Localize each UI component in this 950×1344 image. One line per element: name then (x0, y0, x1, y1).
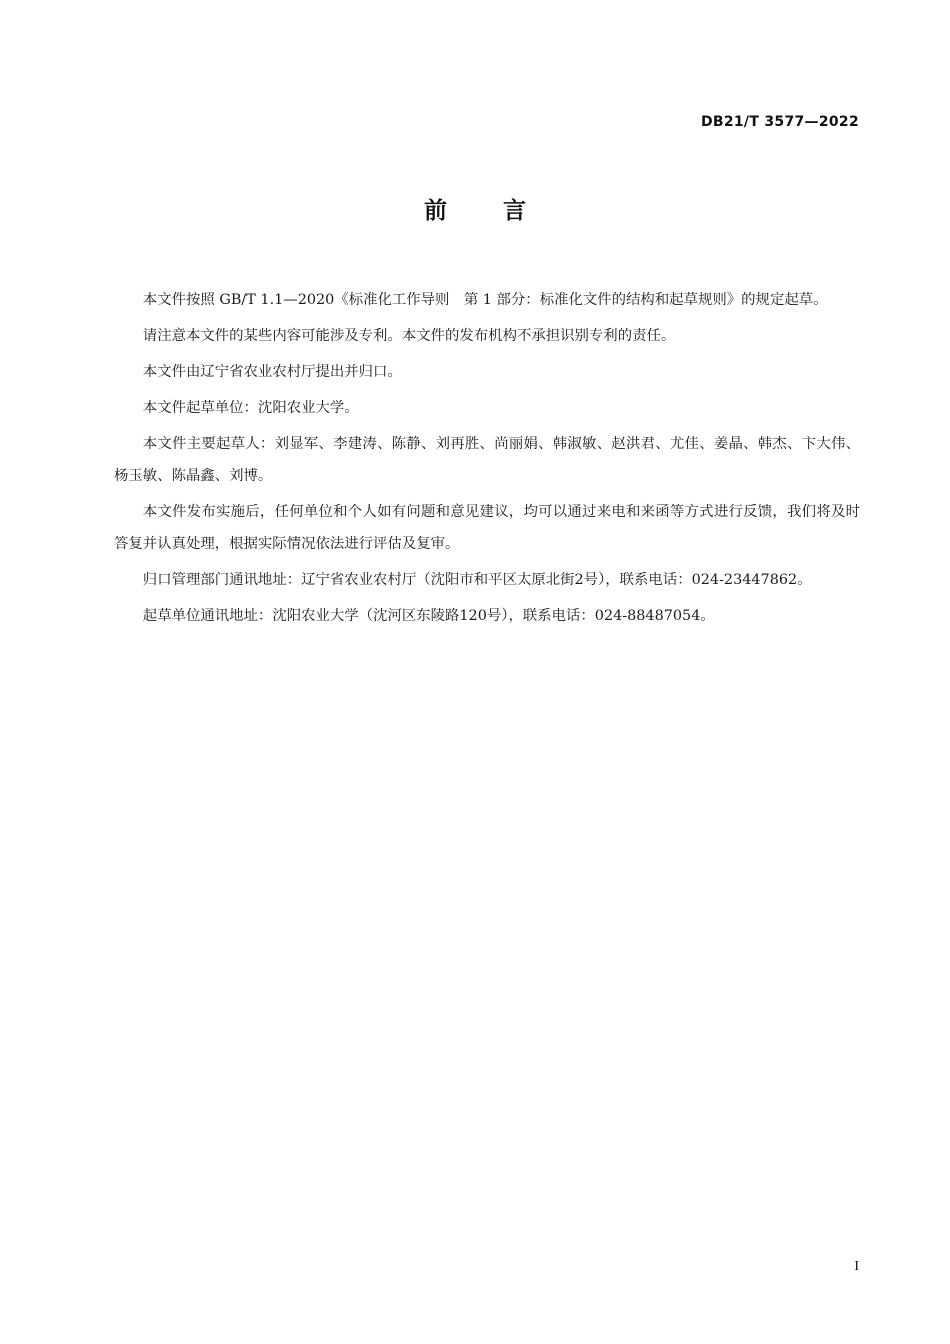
paragraph-drafter-address: 起草单位通讯地址：沈阳农业大学（沈河区东陵路120号），联系电话：024-88487054。 (142, 608, 715, 624)
paragraph-patent-notice: 请注意本文件的某些内容可能涉及专利。本文件的发布机构不承担识别专利的责任。 (142, 328, 676, 344)
document-code: DB21/T 3577—2022 (700, 114, 859, 130)
paragraph-drafting-unit: 本文件起草单位：沈阳农业大学。 (142, 400, 359, 416)
paragraph-drafting-rules: 本文件按照 GB/T 1.1—2020《标准化工作导则 第 1 部分：标准化文件的结构和起草规则》的规定起草。 (142, 292, 828, 308)
paragraph-drafters: 本文件主要起草人：刘显军、李建涛、陈静、刘再胜、尚丽娟、韩淑敏、赵洪君、尤佳、姜晶、韩杰、卞大伟、杨玉敏、陈晶鑫、刘博。 (114, 436, 860, 484)
paragraph-admin-address: 归口管理部门通讯地址：辽宁省农业农村厅（沈阳市和平区太原北街2号），联系电话：024-23447862。 (142, 572, 812, 588)
page-number: I (854, 1259, 859, 1274)
paragraph-proposer: 本文件由辽宁省农业农村厅提出并归口。 (142, 364, 402, 380)
paragraph-feedback: 本文件发布实施后，任何单位和个人如有问题和意见建议，均可以通过来电和来函等方式进行反馈，我们将及时答复并认真处理，根据实际情况依法进行评估及复审。 (114, 504, 860, 552)
page-title: 前言 (424, 198, 582, 224)
preface-body (114, 284, 860, 636)
